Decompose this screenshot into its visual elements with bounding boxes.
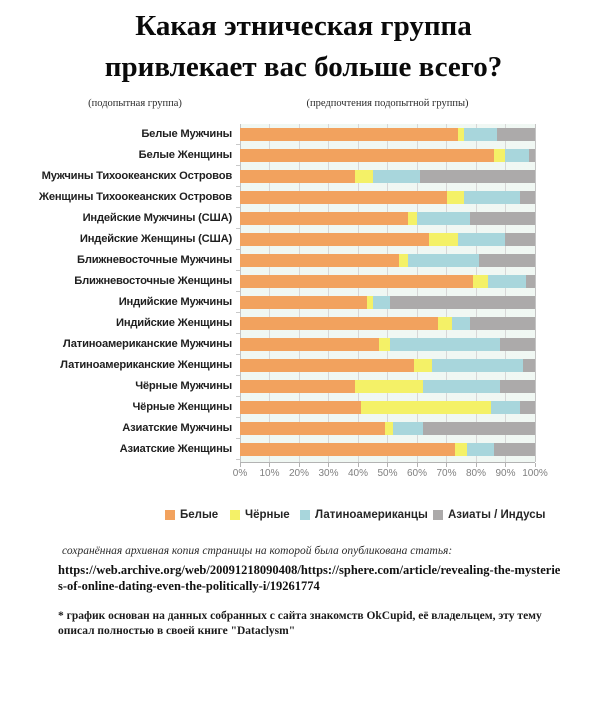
- legend-swatch: [230, 510, 240, 520]
- x-axis-tick: [387, 463, 388, 467]
- category-label: Азиатские Мужчины: [122, 422, 232, 434]
- bar-segment: [479, 254, 535, 267]
- x-axis-tick-label: 50%: [377, 468, 398, 479]
- stacked-bar: [240, 233, 535, 246]
- x-axis-tick-label: 30%: [318, 468, 339, 479]
- y-axis-tick: [236, 396, 240, 397]
- bar-segment: [447, 191, 465, 204]
- legend-swatch: [433, 510, 443, 520]
- bar-segment: [467, 443, 494, 456]
- legend-label: Чёрные: [245, 509, 290, 521]
- y-axis-tick: [236, 333, 240, 334]
- legend-label: Азиаты / Индусы: [448, 509, 546, 521]
- bar-segment: [240, 191, 447, 204]
- stacked-bar: [240, 254, 535, 267]
- category-label: Латиноамериканские Мужчины: [62, 338, 232, 350]
- stacked-bar: [240, 338, 535, 351]
- x-axis-tick-label: 70%: [436, 468, 457, 479]
- legend-label: Белые: [180, 509, 219, 521]
- x-axis-tick: [417, 463, 418, 467]
- category-label: Индейские Мужчины (США): [82, 212, 232, 224]
- y-axis-tick: [236, 375, 240, 376]
- x-axis-tick-label: 100%: [522, 468, 548, 479]
- legend-item: [433, 509, 546, 521]
- bar-segment: [240, 317, 438, 330]
- legend-item: [230, 509, 290, 521]
- bar-segment: [408, 212, 417, 225]
- bar-segment: [494, 149, 506, 162]
- bar-segment: [379, 338, 391, 351]
- x-axis-tick: [446, 463, 447, 467]
- category-label: Ближневосточные Женщины: [74, 275, 232, 287]
- bar-segment: [390, 296, 535, 309]
- bar-segment: [529, 149, 535, 162]
- bar-segment: [414, 359, 432, 372]
- bar-segment: [455, 443, 467, 456]
- stacked-bar: [240, 443, 535, 456]
- stacked-bar: [240, 422, 535, 435]
- chart-legend: [0, 509, 607, 525]
- bar-segment: [497, 128, 535, 141]
- category-label: Мужчины Тихоокеанских Островов: [41, 170, 232, 182]
- bar-segment: [500, 338, 535, 351]
- bar-segment: [240, 401, 361, 414]
- legend-swatch: [165, 510, 175, 520]
- bar-segment: [390, 338, 499, 351]
- bar-segment: [491, 401, 521, 414]
- bar-segment: [505, 233, 535, 246]
- archive-url: https://web.archive.org/web/20091218090408/https://sphere.com/article/revealing-the-mysteries-of-online-dating-even-the-politically-i/19261774: [58, 563, 561, 593]
- bar-segment: [385, 422, 394, 435]
- bar-segment: [494, 443, 535, 456]
- bar-segment: [438, 317, 453, 330]
- bar-segment: [373, 296, 391, 309]
- x-axis-tick: [476, 463, 477, 467]
- stacked-bar: [240, 149, 535, 162]
- y-axis-tick: [236, 459, 240, 460]
- y-axis-tick: [236, 228, 240, 229]
- stacked-bar: [240, 170, 535, 183]
- title-line-2: привлекает вас больше всего?: [104, 51, 503, 83]
- bar-segment: [408, 254, 479, 267]
- archive-note: сохранённая архивная копия страницы на которой была опубликована статья:: [62, 545, 453, 557]
- stacked-bar: [240, 191, 535, 204]
- stacked-bar: [240, 317, 535, 330]
- bar-segment: [423, 422, 535, 435]
- bar-segment: [240, 233, 429, 246]
- stacked-bar: [240, 128, 535, 141]
- x-axis-tick-label: 20%: [288, 468, 309, 479]
- title-line-1: Какая этническая группа: [135, 10, 472, 42]
- bar-segment: [464, 128, 496, 141]
- y-axis-tick: [236, 438, 240, 439]
- bar-segment: [420, 170, 535, 183]
- x-axis-tick: [328, 463, 329, 467]
- y-axis-tick: [236, 165, 240, 166]
- legend-item: [165, 509, 218, 521]
- bar-segment: [423, 380, 500, 393]
- y-axis-tick: [236, 354, 240, 355]
- bar-segment: [361, 401, 491, 414]
- stacked-bar: [240, 212, 535, 225]
- x-axis-tick: [299, 463, 300, 467]
- stacked-bar: [240, 401, 535, 414]
- bar-segment: [240, 275, 473, 288]
- stacked-bar: [240, 380, 535, 393]
- category-label: Индийские Мужчины: [118, 296, 232, 308]
- bar-segment: [240, 380, 355, 393]
- bar-segment: [470, 317, 535, 330]
- category-label: Индийские Женщины: [115, 317, 232, 329]
- bar-segment: [240, 359, 414, 372]
- page-title: [0, 6, 607, 88]
- x-axis-tick: [505, 463, 506, 467]
- bar-segment: [523, 359, 535, 372]
- category-label: Чёрные Женщины: [132, 401, 232, 413]
- x-axis-tick-label: 40%: [347, 468, 368, 479]
- category-label: Чёрные Мужчины: [135, 380, 232, 392]
- subtitle-subject-group: (подопытная группа): [88, 98, 182, 109]
- category-label: Белые Женщины: [138, 149, 232, 161]
- legend-label: Латиноамериканцы: [315, 509, 428, 521]
- bar-segment: [240, 254, 399, 267]
- x-axis-tick: [240, 463, 241, 467]
- y-axis-tick: [236, 207, 240, 208]
- bar-segment: [417, 212, 470, 225]
- category-label: Латиноамериканские Женщины: [60, 359, 232, 371]
- bar-segment: [520, 401, 535, 414]
- bar-segment: [488, 275, 526, 288]
- bar-segment: [393, 422, 423, 435]
- bar-segment: [399, 254, 408, 267]
- subtitle-preferences: (предпочтения подопытной группы): [306, 98, 469, 109]
- stacked-bar: [240, 296, 535, 309]
- category-label: Ближневосточные Мужчины: [76, 254, 232, 266]
- x-axis-tick-label: 0%: [232, 468, 248, 479]
- legend-swatch: [300, 510, 310, 520]
- y-axis-tick: [236, 144, 240, 145]
- category-label: Белые Мужчины: [141, 128, 232, 140]
- x-axis-tick-label: 10%: [259, 468, 280, 479]
- category-label: Индейские Женщины (США): [79, 233, 232, 245]
- bar-segment: [526, 275, 535, 288]
- bar-segment: [240, 212, 408, 225]
- bar-segment: [240, 338, 379, 351]
- bar-segment: [432, 359, 523, 372]
- y-axis-tick: [236, 312, 240, 313]
- bar-segment: [373, 170, 420, 183]
- bar-segment: [505, 149, 529, 162]
- bar-segment: [355, 170, 373, 183]
- source-note: * график основан на данных собранных с сайта знакомств OkCupid, её владельцем, эту тему описал полностью в своей книге "Dataclysm": [58, 610, 542, 637]
- plot-area: [240, 124, 535, 463]
- stacked-bar: [240, 275, 535, 288]
- x-axis-tick: [358, 463, 359, 467]
- x-axis-tick: [535, 463, 536, 467]
- bar-segment: [464, 191, 520, 204]
- bar-segment: [429, 233, 459, 246]
- y-axis-tick: [236, 249, 240, 250]
- y-axis-tick: [236, 291, 240, 292]
- bar-segment: [520, 191, 535, 204]
- bar-segment: [500, 380, 535, 393]
- category-label: Азиатские Женщины: [119, 443, 232, 455]
- bar-segment: [473, 275, 488, 288]
- x-axis-tick-label: 90%: [495, 468, 516, 479]
- bar-segment: [240, 128, 458, 141]
- y-axis-tick: [236, 270, 240, 271]
- bar-segment: [240, 296, 367, 309]
- y-axis-tick: [236, 186, 240, 187]
- bar-segment: [470, 212, 535, 225]
- x-axis-tick-label: 60%: [406, 468, 427, 479]
- bar-segment: [240, 149, 494, 162]
- x-axis-tick: [269, 463, 270, 467]
- bar-segment: [458, 233, 505, 246]
- bar-segment: [240, 443, 455, 456]
- bar-segment: [355, 380, 423, 393]
- stacked-bar: [240, 359, 535, 372]
- y-axis-tick: [236, 417, 240, 418]
- x-axis-labels: [232, 468, 548, 482]
- x-axis-tick-label: 80%: [465, 468, 486, 479]
- bar-segment: [240, 170, 355, 183]
- bar-segment: [240, 422, 385, 435]
- legend-item: [300, 509, 428, 521]
- category-label: Женщины Тихоокеанских Островов: [38, 191, 232, 203]
- bar-segment: [452, 317, 470, 330]
